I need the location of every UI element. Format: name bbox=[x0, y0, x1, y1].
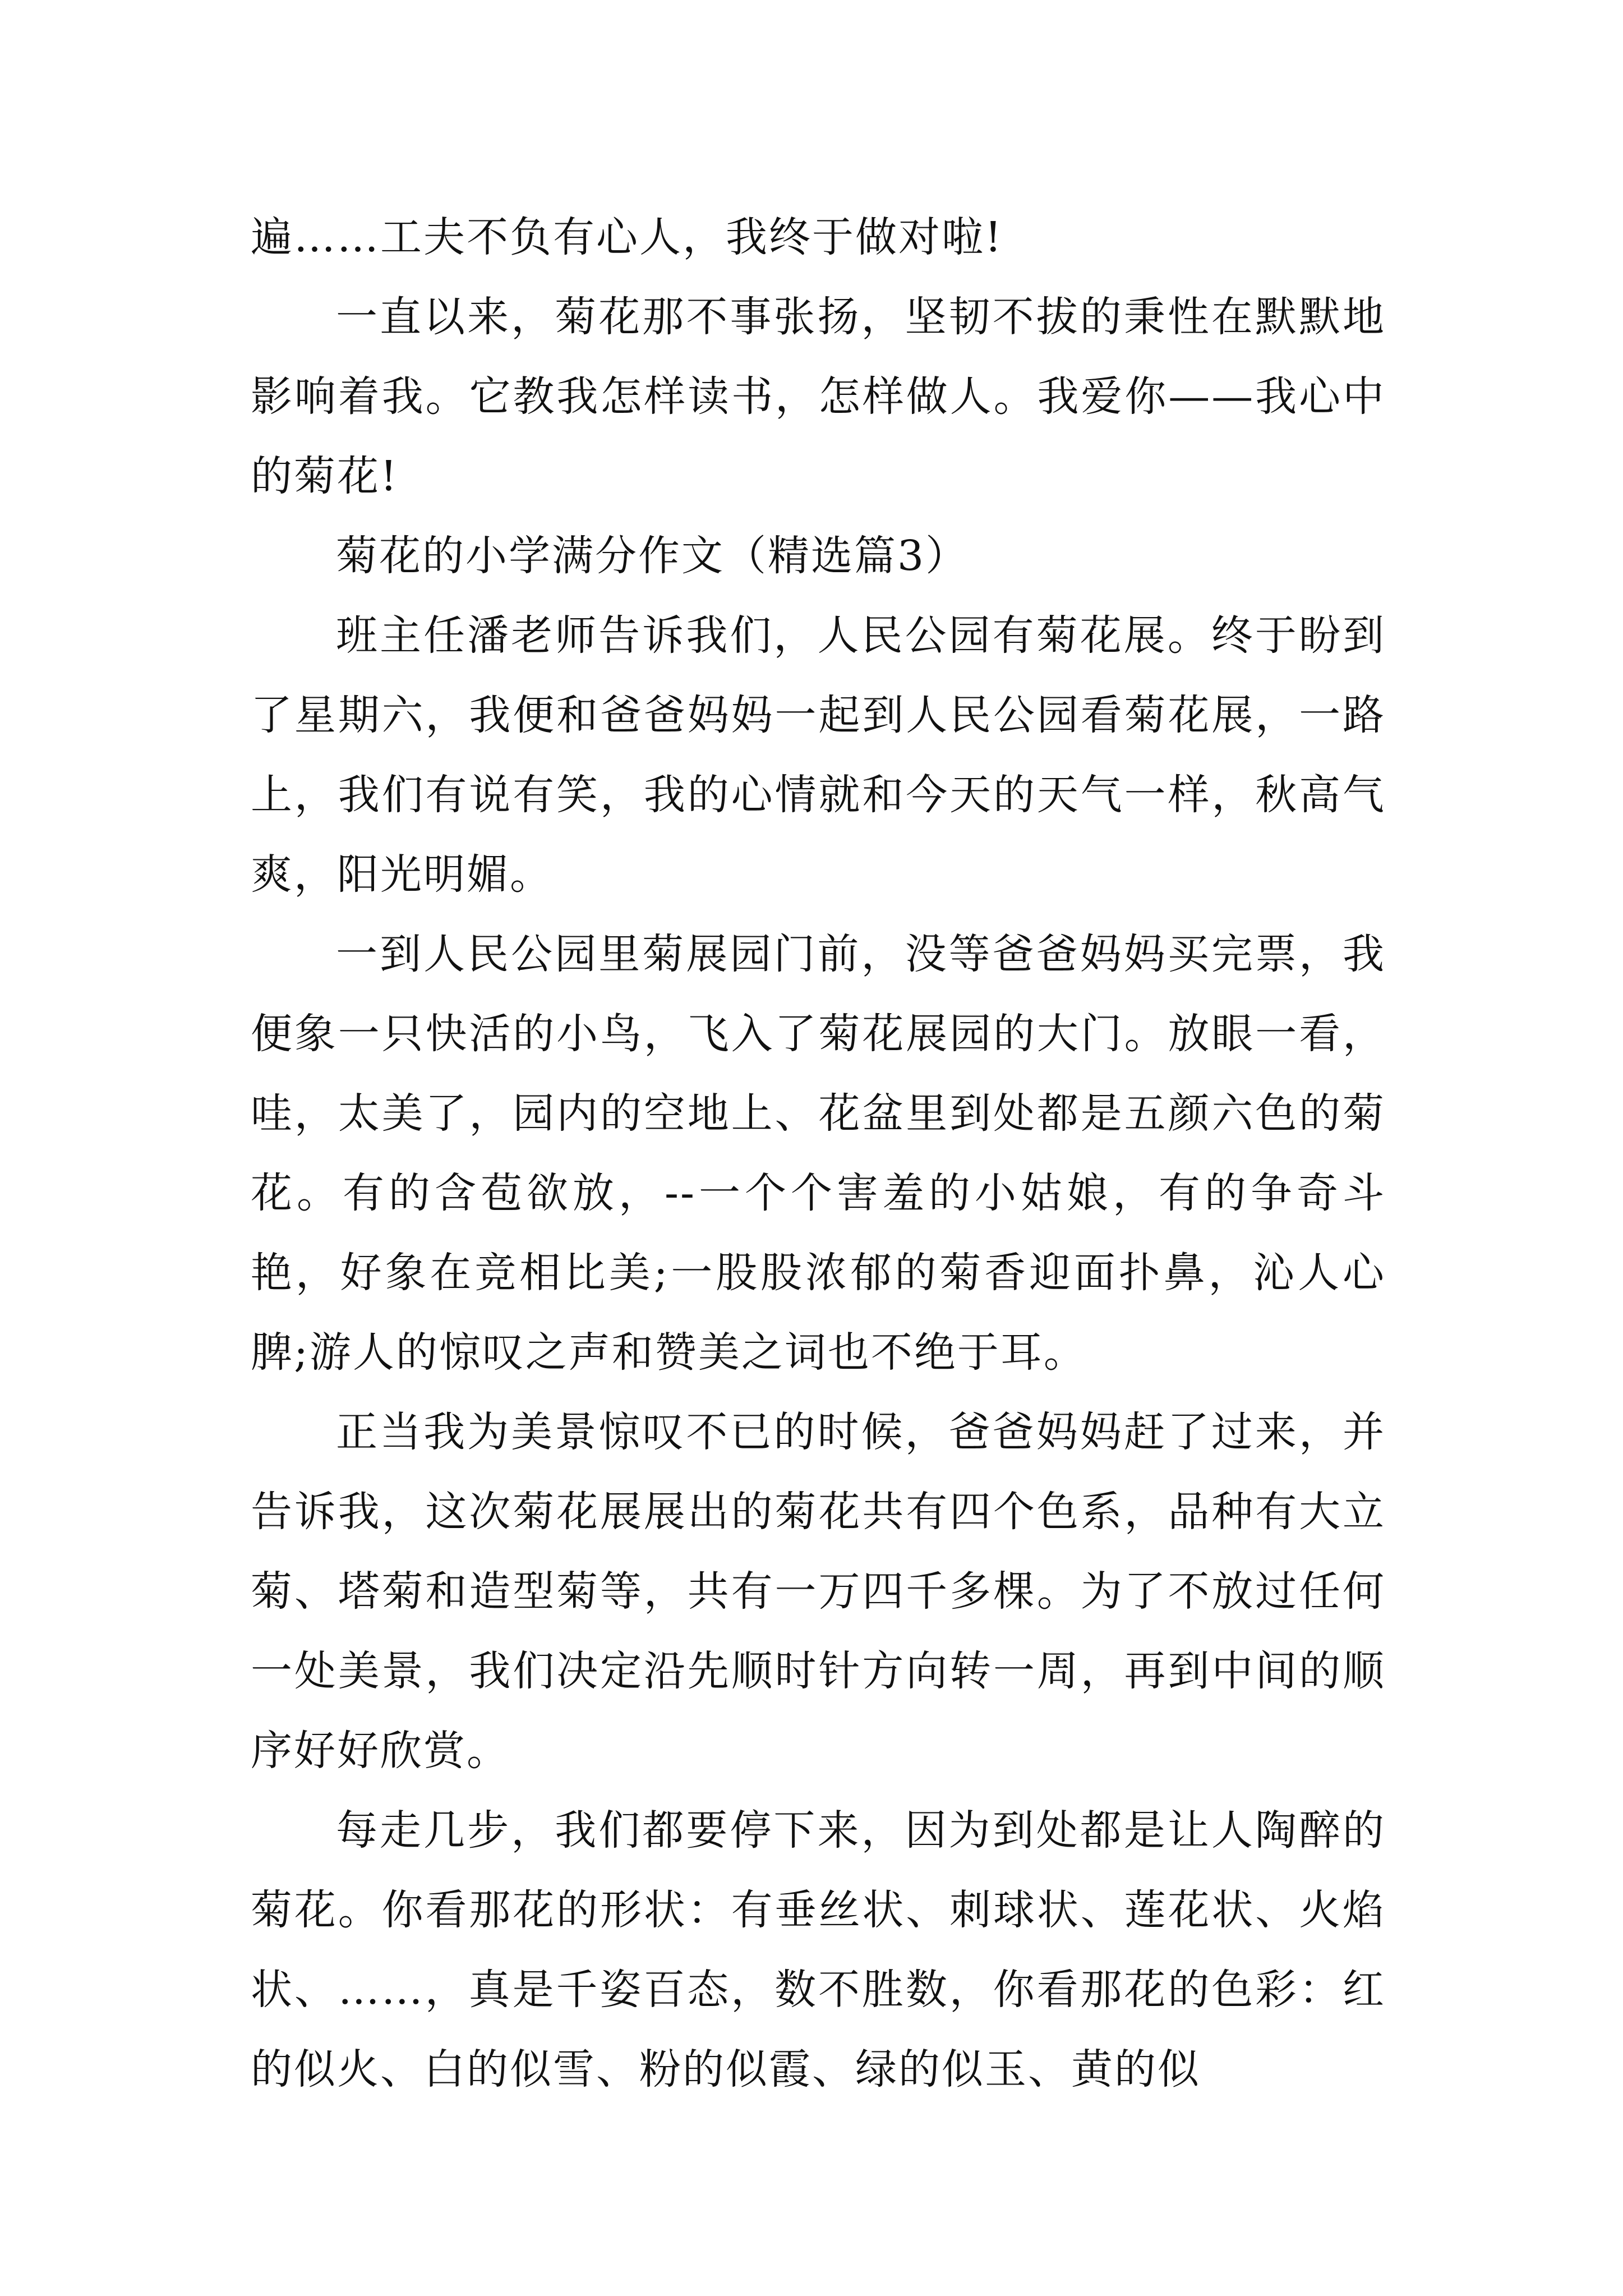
paragraph-chrysanthemum-influence: 一直以来，菊花那不事张扬，坚韧不拔的秉性在默默地影响着我。它教我怎样读书，怎样做人。我爱你——我心中的菊花! bbox=[251, 293, 1386, 500]
paragraph-park-exhibition: 班主任潘老师告诉我们，人民公园有菊花展。终于盼到了星期六，我便和爸爸妈妈一起到人民公园看菊花展，一路上，我们有说有笑，我的心情就和今天的天气一样，秋高气爽，阳光明媚。 bbox=[251, 611, 1386, 899]
section-heading: 菊花的小学满分作文（精选篇3） bbox=[336, 532, 969, 580]
paragraph-enter-garden: 一到人民公园里菊展园门前，没等爸爸妈妈买完票，我便象一只快活的小鸟，飞入了菊花展园的大门。放眼一看，哇，太美了，园内的空地上、花盆里到处都是五颜六色的菊花。有的含苞欲放，--一个个害羞的小姑娘，有的争奇斗艳，好象在竞相比美;一股股浓郁的菊香迎面扑鼻，沁人心脾;游人的惊叹之声和赞美之词也不绝于耳。 bbox=[251, 930, 1386, 1377]
paragraph-continuation: 遍……工夫不负有心人，我终于做对啦! bbox=[251, 213, 1003, 261]
paragraph-exhibition-details: 正当我为美景惊叹不已的时候，爸爸妈妈赶了过来，并告诉我，这次菊花展展出的菊花共有四个色系，品种有大立菊、塔菊和造型菊等，共有一万四千多棵。为了不放过任何一处美景，我们决定沿先顺时针方向转一周，再到中间的顺序好好欣赏。 bbox=[251, 1408, 1386, 1775]
essay-body bbox=[251, 197, 1386, 2109]
paragraph-flower-description: 每走几步，我们都要停下来，因为到处都是让人陶醉的菊花。你看那花的形状：有垂丝状、刺球状、莲花状、火焰状、……，真是千姿百态，数不胜数，你看那花的色彩：红的似火、白的似雪、粉的似霞、绿的似玉、黄的似 bbox=[251, 1806, 1386, 2093]
